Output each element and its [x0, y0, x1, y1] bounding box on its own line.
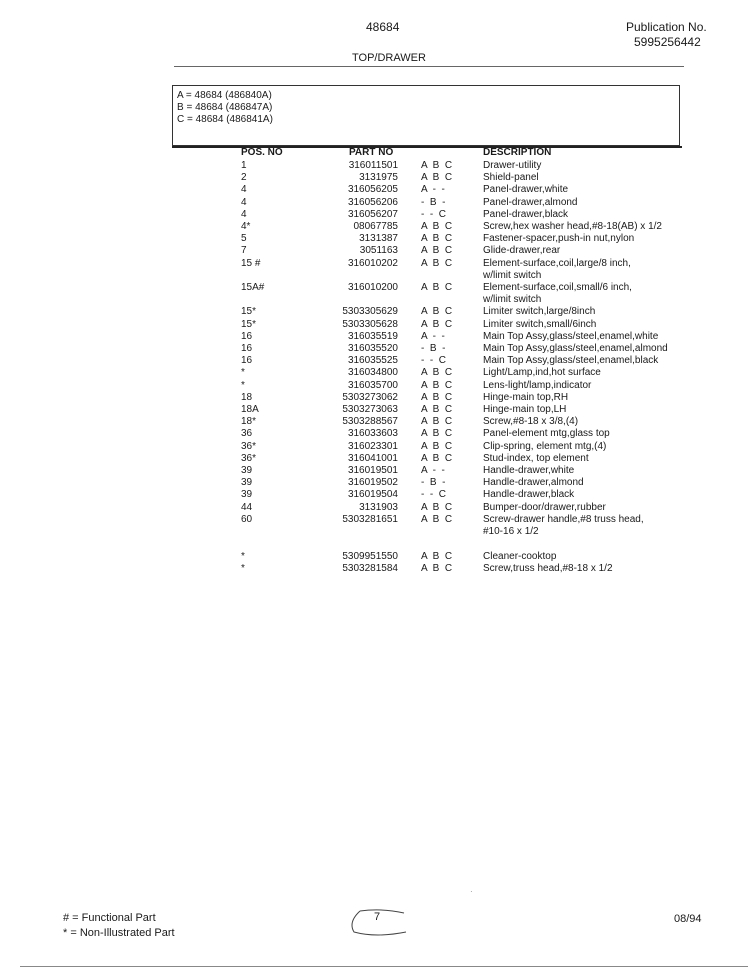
header-rule	[174, 66, 684, 67]
model-codes: A B C	[421, 367, 453, 379]
part-number: 5303305629	[342, 306, 398, 318]
part-number: 3051163	[359, 245, 398, 257]
legend-line-b: B = 48684 (486847A)	[177, 102, 273, 113]
part-number: 5303273063	[342, 404, 398, 415]
position-number: 16	[241, 343, 253, 354]
model-codes: - B -	[421, 477, 446, 489]
part-description: w/limit switch	[483, 269, 542, 281]
position-number: 39	[241, 489, 253, 501]
position-number: 39	[241, 465, 253, 476]
footer-rule	[20, 966, 748, 967]
part-description: Drawer-utility	[483, 160, 542, 171]
position-number: 4	[241, 208, 247, 220]
position-number: 4*	[241, 221, 251, 232]
part-number: 5303281651	[342, 513, 398, 525]
revision-date: 08/94	[674, 913, 702, 925]
model-codes: A B C	[421, 379, 453, 391]
position-number: 4	[241, 196, 247, 208]
part-number: 316010202	[347, 257, 398, 269]
part-description: Shield-panel	[483, 172, 539, 184]
column-header-part: PART NO	[349, 147, 394, 158]
legend-line-a: A = 48684 (486840A)	[177, 90, 272, 101]
position-number: 16	[241, 355, 253, 367]
part-description: Limiter switch,large/8inch	[483, 306, 596, 318]
part-description: Main Top Assy,glass/steel,enamel,black	[483, 355, 659, 367]
model-codes: A B C	[421, 245, 453, 257]
model-codes: A B C	[421, 551, 453, 563]
model-codes: A B C	[421, 404, 453, 415]
part-number: 3131903	[359, 501, 398, 513]
part-number: 316035519	[347, 330, 398, 342]
part-description: Clip-spring, element mtg,(4)	[483, 440, 607, 452]
part-description: Fastener-spacer,push-in nut,nylon	[483, 233, 635, 245]
position-number: 15A#	[241, 282, 265, 293]
part-number: 316010200	[347, 282, 398, 293]
part-number: 5303305628	[342, 318, 398, 330]
model-codes: A - -	[421, 465, 445, 476]
part-number: 5309951550	[342, 551, 398, 563]
non-illustrated-note: * = Non-Illustrated Part	[63, 927, 175, 939]
position-number: 36*	[241, 452, 257, 464]
part-description: Screw,hex washer head,#8-18(AB) x 1/2	[483, 221, 662, 232]
part-description: Panel-drawer,almond	[483, 196, 578, 208]
position-number: 4	[241, 184, 247, 196]
model-codes: A B C	[421, 501, 453, 513]
model-codes: A B C	[421, 452, 453, 464]
part-description: Panel-drawer,black	[483, 208, 569, 220]
part-description: Cleaner-cooktop	[483, 551, 557, 563]
part-description: Main Top Assy,glass/steel,enamel,white	[483, 330, 659, 342]
part-description: Handle-drawer,black	[483, 489, 575, 501]
part-number: 316035700	[347, 379, 398, 391]
publication-label: Publication No.	[626, 20, 707, 34]
position-number: 44	[241, 501, 253, 513]
part-description: Stud-index, top element	[483, 452, 589, 464]
model-codes: A B C	[421, 257, 453, 269]
position-number: *	[241, 367, 245, 379]
position-number: *	[241, 551, 245, 563]
functional-part-note: # = Functional Part	[63, 912, 156, 924]
model-codes: A B C	[421, 160, 453, 171]
model-codes: A B C	[421, 563, 453, 575]
part-description: Glide-drawer,rear	[483, 245, 561, 257]
position-number: 1	[241, 160, 247, 171]
model-codes: A B C	[421, 306, 453, 318]
part-description: Panel-drawer,white	[483, 184, 569, 196]
part-number: 5303288567	[342, 416, 398, 428]
part-number: 316035525	[347, 355, 398, 367]
part-description: Lens-light/lamp,indicator	[483, 379, 592, 391]
position-number: *	[241, 563, 245, 575]
page-number: 7	[374, 911, 381, 923]
part-description: Light/Lamp,ind,hot surface	[483, 367, 601, 379]
part-number: 316041001	[347, 452, 398, 464]
part-description: Handle-drawer,white	[483, 465, 575, 476]
position-number: 60	[241, 513, 253, 525]
model-codes: - B -	[421, 196, 446, 208]
part-description: Hinge-main top,RH	[483, 391, 569, 403]
part-description: Handle-drawer,almond	[483, 477, 584, 489]
part-description: Limiter switch,small/6inch	[483, 318, 597, 330]
model-codes: A B C	[421, 172, 453, 184]
position-number: 15 #	[241, 257, 261, 269]
model-codes: A B C	[421, 221, 453, 232]
model-codes: A - -	[421, 330, 445, 342]
part-number: 316034800	[347, 367, 398, 379]
part-description: w/limit switch	[483, 294, 542, 306]
column-header-description: DESCRIPTION	[483, 147, 552, 158]
model-legend-box	[172, 85, 680, 146]
part-number: 316033603	[347, 428, 398, 440]
model-codes: A B C	[421, 440, 453, 452]
part-description: Screw-drawer handle,#8 truss head,	[483, 513, 644, 525]
part-number: 316056206	[347, 196, 398, 208]
part-description: #10-16 x 1/2	[483, 526, 539, 537]
column-header-pos: POS. NO	[241, 147, 283, 158]
position-number: 18	[241, 391, 253, 403]
part-description: Element-surface,coil,small/6 inch,	[483, 282, 632, 293]
part-description: Main Top Assy,glass/steel,enamel,almond	[483, 343, 668, 354]
part-number: 316056207	[347, 208, 398, 220]
part-description: Bumper-door/drawer,rubber	[483, 501, 606, 513]
position-number: 2	[241, 172, 247, 184]
part-description: Panel-element mtg,glass top	[483, 428, 610, 440]
part-number: 5303281584	[342, 563, 398, 575]
part-number: 3131975	[359, 172, 398, 184]
position-number: 18*	[241, 416, 257, 428]
part-number: 5303273062	[342, 391, 398, 403]
publication-number: 5995256442	[634, 35, 701, 49]
part-number: 316035520	[347, 343, 398, 354]
model-codes: - - C	[421, 489, 446, 501]
model-codes: A B C	[421, 513, 453, 525]
position-number: 5	[241, 233, 247, 245]
part-number: 316023301	[347, 440, 398, 452]
model-codes: A B C	[421, 428, 453, 440]
legend-line-c: C = 48684 (486841A)	[177, 114, 273, 125]
position-number: 15*	[241, 306, 257, 318]
model-codes: A - -	[421, 184, 445, 196]
part-description: Screw,#8-18 x 3/8,(4)	[483, 416, 579, 428]
part-number: 3131387	[359, 233, 398, 245]
position-number: *	[241, 379, 245, 391]
part-number: 316019501	[347, 465, 398, 476]
part-description: Hinge-main top,LH	[483, 404, 567, 415]
part-description: Element-surface,coil,large/8 inch,	[483, 257, 631, 269]
section-title: TOP/DRAWER	[352, 52, 426, 64]
model-codes: - - C	[421, 355, 446, 367]
part-number: 316019504	[347, 489, 398, 501]
model-number: 48684	[366, 20, 400, 34]
model-codes: A B C	[421, 391, 453, 403]
position-number: 39	[241, 477, 253, 489]
position-number: 16	[241, 330, 253, 342]
part-number: 316019502	[347, 477, 398, 489]
model-codes: - - C	[421, 208, 446, 220]
part-description: Screw,truss head,#8-18 x 1/2	[483, 563, 613, 575]
stray-mark: ·	[470, 887, 473, 896]
model-codes: A B C	[421, 318, 453, 330]
position-number: 7	[241, 245, 247, 257]
model-codes: - B -	[421, 343, 446, 354]
model-codes: A B C	[421, 282, 453, 293]
part-number: 316011501	[348, 160, 398, 171]
model-codes: A B C	[421, 416, 453, 428]
model-codes: A B C	[421, 233, 453, 245]
position-number: 36*	[241, 440, 257, 452]
part-number: 316056205	[347, 184, 398, 196]
part-number: 08067785	[353, 221, 398, 232]
position-number: 15*	[241, 318, 257, 330]
position-number: 36	[241, 428, 253, 440]
position-number: 18A	[241, 404, 259, 415]
